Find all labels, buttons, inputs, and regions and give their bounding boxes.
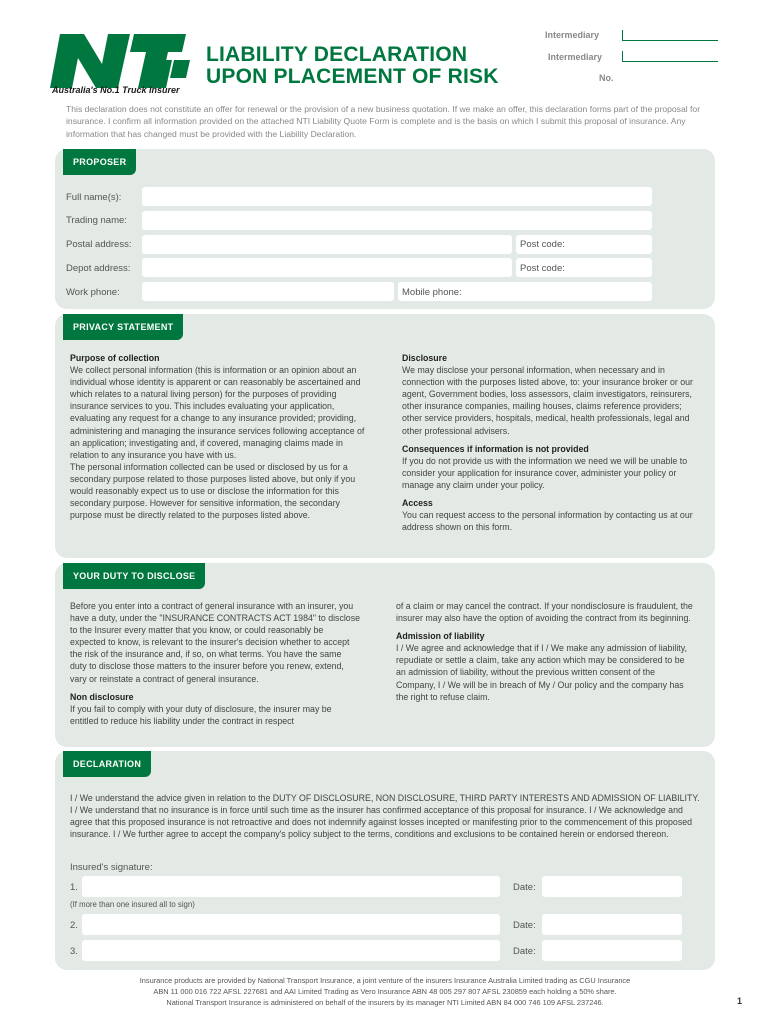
work-phone-field[interactable] (142, 282, 394, 301)
full-name-field[interactable] (142, 187, 652, 206)
signature-2-number: 2. (70, 920, 78, 931)
date-2-label: Date: (513, 920, 536, 931)
date-1-field[interactable] (542, 876, 682, 897)
signature-3-field[interactable] (82, 940, 500, 961)
duty-continued-text: of a claim or may cancel the contract. If your nondisclosure is fraudulent, the insurer may also have the option of avoiding the contract from its beginning. (396, 601, 693, 624)
purpose-text-2: The personal information collected can be used or disclosed by us for a secondary purpose related to those purposes listed above, but only if you would reasonably expect us to use or disclose the information for this secondary purpose. However for sensitive information, the secondary purpose must be directly related to the purposes listed above. (70, 461, 356, 521)
access-heading: Access (402, 498, 433, 509)
date-2-field[interactable] (542, 914, 682, 935)
duty-text: Before you enter into a contract of general insurance with an insurer, you have a duty, under the "INSURANCE CONTRACTS ACT 1984" to disclose to the Insurer every matter that you know, or could reasonably be expected to know, is relevant to the insurer's decision whether to accept the risk of the insurance and, if so, on what terms. You have the same duty to disclose those matters to the insurer before you renew, extend, vary or reinstate a contract of general insurance. (70, 601, 360, 684)
postal-address-label: Postal address: (66, 239, 132, 250)
declaration-panel (55, 751, 715, 970)
footer-line-1: Insurance products are provided by National Transport Insurance, a joint venture of the insurers Insurance Australia Limited trading as CGU Insurance (139, 976, 631, 985)
intermediary-field-2[interactable] (622, 51, 718, 62)
non-disclosure-heading: Non disclosure (70, 691, 134, 702)
disclosure-text: We may disclose your personal information, when necessary and in connection with the purposes listed above, to: your insurance broker or our agent, Government bodies, loss assessors, claim investigators, reinsurers, other insurance companies, mailing houses, claims reference providers; other service providers, hospitals, medical, health professionals, legal and other professional advisers. (402, 365, 693, 436)
declaration-tab: DECLARATION (63, 751, 151, 777)
signature-2-field[interactable] (82, 914, 500, 935)
signature-1-number: 1. (70, 882, 78, 893)
intro-text: This declaration does not constitute an offer for renewal or the provision of a new business quotation. If we make an offer, this declaration forms part of the proposal for insurance. I confirm all information provided on the attached NTI Liability Quote Form is complete and is the basis on which I submit this proposal of insurance. Any information that has changed must be provided with the Liability Declaration. (66, 104, 701, 139)
tagline: Australia's No.1 Truck Insurer (52, 85, 180, 95)
depot-address-field[interactable] (142, 258, 512, 277)
admission-heading: Admission of liability (396, 631, 485, 642)
date-1-label: Date: (513, 882, 536, 893)
admission-text: I / We agree and acknowledge that if I / We make any admission of liability, repudiate or settle a claim, take any action which may be considered to be an admission of liability, without the previous written consent of the Company, I / We will be in breach of My / Our policy and the company has the right to refuse claim. (396, 643, 687, 702)
page-number: 1 (736, 996, 742, 1006)
signature-3-number: 3. (70, 946, 78, 957)
signature-1-field[interactable] (82, 876, 500, 897)
mobile-phone-label: Mobile phone: (402, 287, 462, 298)
depot-postcode-label: Post code: (520, 263, 565, 274)
footer-line-2: ABN 11 000 016 722 AFSL 227681 and AAI Limited Trading as Vero Insurance ABN 48 005 297 807 AFSL 230859 each holding a 50% share. (153, 987, 617, 996)
intermediary-label-1: Intermediary (545, 30, 600, 40)
trading-name-field[interactable] (142, 211, 652, 230)
duty-right-column (396, 600, 696, 703)
work-phone-label: Work phone: (66, 287, 120, 298)
date-3-field[interactable] (542, 940, 682, 961)
purpose-heading: Purpose of collection (70, 353, 160, 363)
duty-tab: YOUR DUTY TO DISCLOSE (63, 563, 205, 589)
purpose-text: We collect personal information (this is information or an opinion about an individual whose identity is apparent or can reasonably be ascertained and which relates to a natural living person) for the purposes of providing insurance services to you. This includes evaluating your application, evaluating any request for a change to any insurance provided; providing, administering and managing the insurance services following acceptance of an application; investigating and, if covered, managing claims made in relation to any insurance you have with us. (70, 365, 365, 460)
nti-logo (50, 30, 190, 92)
full-name-label: Full name(s): (66, 192, 122, 203)
postal-address-field[interactable] (142, 235, 512, 254)
proposer-tab: PROPOSER (63, 149, 136, 175)
footer-line-3: National Transport Insurance is administered on behalf of the insurers by its manager NTI Limited ABN 84 000 746 109 AFSL 237246. (166, 998, 604, 1007)
non-disclosure-text: If you fail to comply with your duty of disclosure, the insurer may be entitled to reduce his liability under the contract in respect (70, 703, 332, 726)
date-3-label: Date: (513, 946, 536, 957)
trading-name-label: Trading name: (66, 215, 127, 226)
intermediary-label-2: Intermediary (548, 52, 603, 62)
depot-address-label: Depot address: (66, 263, 131, 274)
postal-postcode-label: Post code: (520, 239, 565, 250)
disclosure-heading: Disclosure (402, 353, 447, 363)
privacy-tab: PRIVACY STATEMENT (63, 314, 183, 340)
no-label: No. (599, 73, 614, 83)
multiple-insured-note: (If more than one insured all to sign) (70, 900, 195, 909)
duty-left-column (70, 600, 360, 727)
consequences-text: If you do not provide us with the information we need we will be unable to consider your application for insurance cover, administer your policy or manage any claim under your policy. (402, 455, 688, 490)
access-text: You can request access to the personal information by contacting us at our address shown on this form. (402, 510, 693, 533)
privacy-right-column (402, 352, 698, 533)
intermediary-field-1[interactable] (622, 30, 718, 41)
privacy-left-column (70, 352, 366, 521)
signature-label: Insured's signature: (70, 862, 153, 873)
consequences-heading: Consequences if information is not provided (402, 443, 589, 454)
footer (60, 975, 710, 1008)
declaration-text: I / We understand the advice given in relation to the DUTY OF DISCLOSURE, NON DISCLOSURE, THIRD PARTY INTERESTS AND ADMISSION OF LIABILITY. I / We understand that no insurance is in force until such time as the insurer has confirmed acceptance of this proposal for insurance. I / We acknowledge and agree that this proposed insurance is not retroactive and does not indemnify against losses incepted or manifesting prior to the commencement of this proposed insurance. I / We further agree to accept the company's policy subject to the terms, conditions and exclusions to be contained herein or endorsed thereon. (70, 793, 700, 840)
page-title: LIABILITY DECLARATION UPON PLACEMENT OF RISK (206, 43, 499, 88)
